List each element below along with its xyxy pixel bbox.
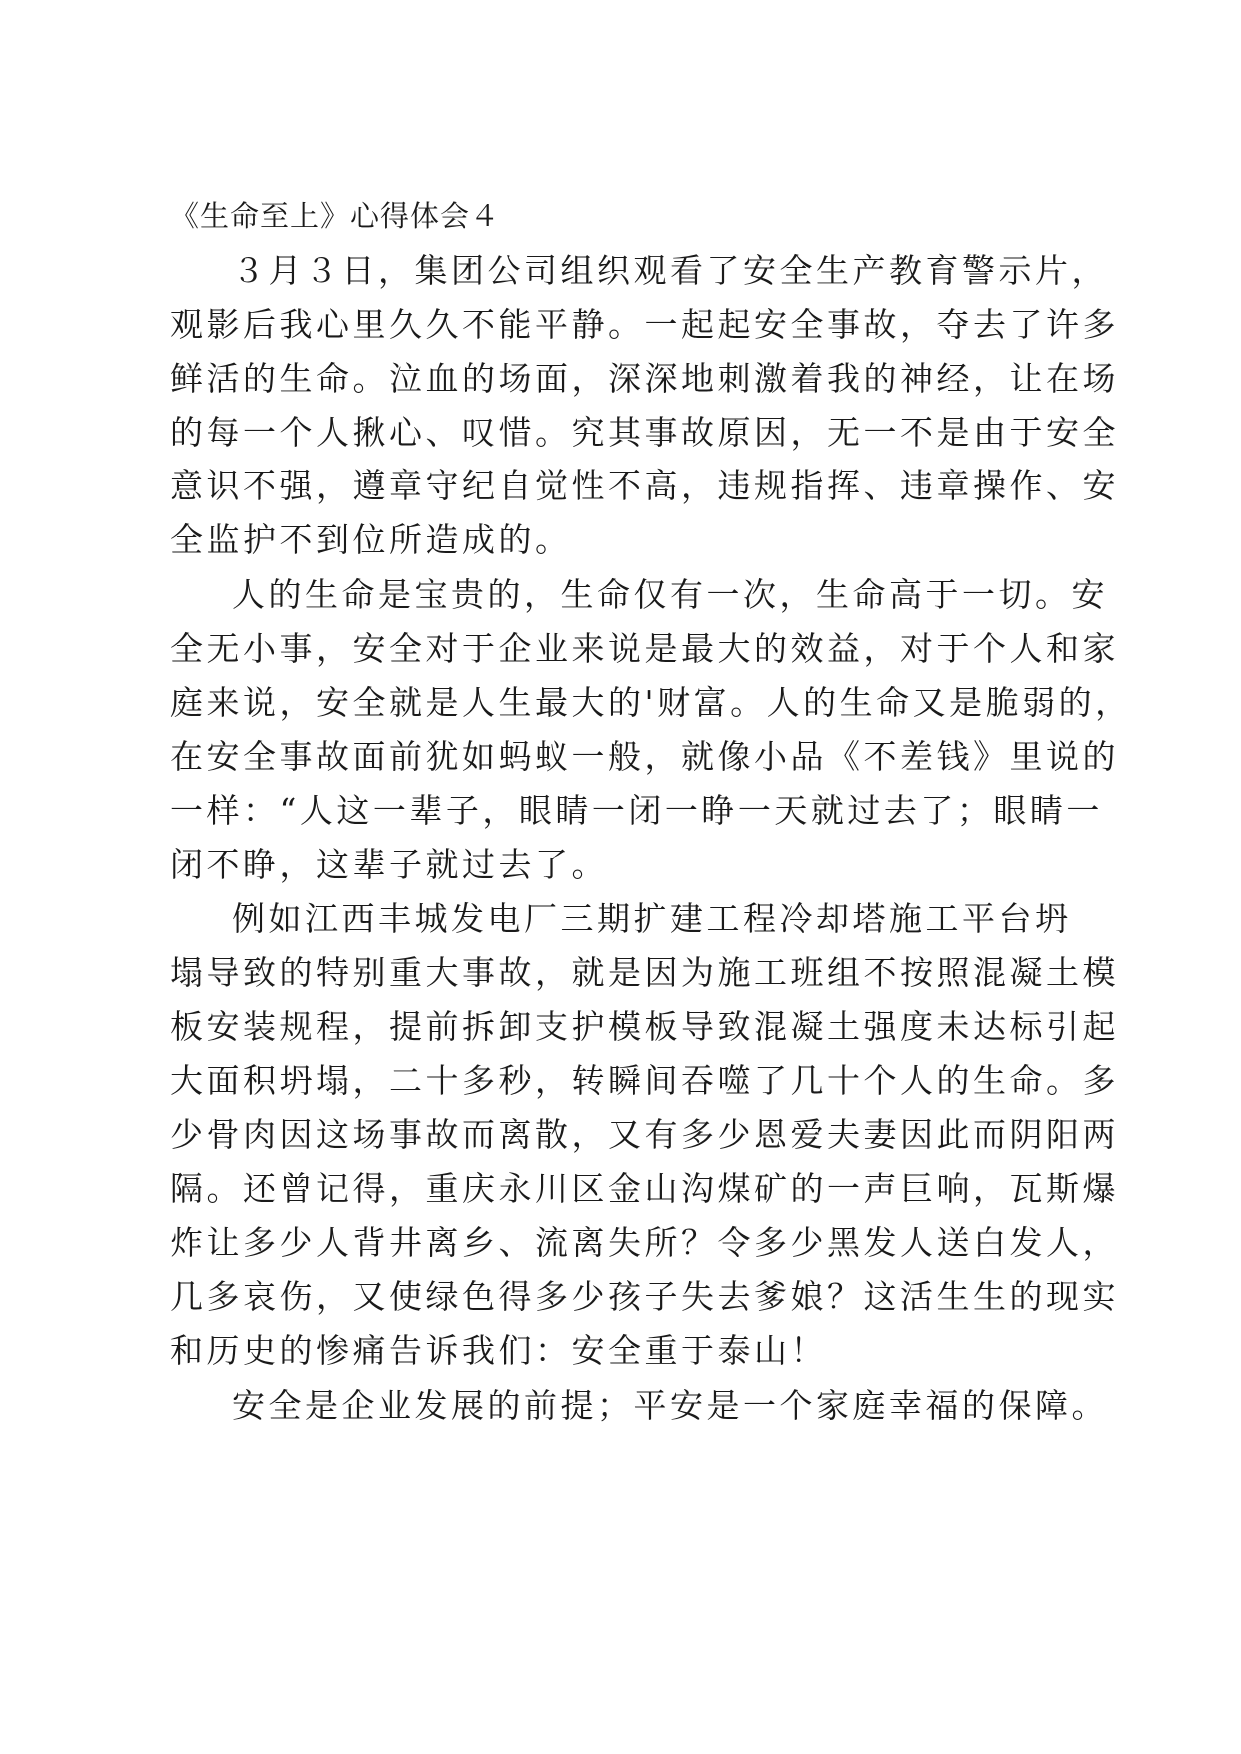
paragraph-line: 人的生命是宝贵的，生命仅有一次，生命高于一切。安	[232, 575, 1108, 614]
paragraph-line: 意识不强，遵章守纪自觉性不高，违规指挥、违章操作、安	[170, 466, 1119, 505]
paragraph-line: 隔。还曾记得，重庆永川区金山沟煤矿的一声巨响，瓦斯爆	[170, 1169, 1119, 1208]
paragraph-line: 观影后我心里久久不能平静。一起起安全事故，夺去了许多	[170, 305, 1119, 344]
paragraph-line: 闭不睁，这辈子就过去了。	[170, 845, 608, 884]
paragraph-line: 全无小事，安全对于企业来说是最大的效益，对于个人和家	[170, 629, 1119, 668]
paragraph-line: 少骨肉因这场事故而离散，又有多少恩爱夫妻因此而阴阳两	[170, 1115, 1119, 1154]
paragraph-line: 在安全事故面前犹如蚂蚁一般，就像小品《不差钱》里说的	[170, 737, 1119, 776]
paragraph-line: 大面积坍塌，二十多秒，转瞬间吞噬了几十个人的生命。多	[170, 1061, 1119, 1100]
paragraph-line: 鲜活的生命。泣血的场面，深深地刺激着我的神经，让在场	[170, 359, 1119, 398]
paragraph-line: 塌导致的特别重大事故，就是因为施工班组不按照混凝土模	[170, 953, 1119, 992]
paragraph-line: ３月３日，集团公司组织观看了安全生产教育警示片，	[232, 251, 1108, 290]
paragraph-line: 一样：“人这一辈子，眼睛一闭一睁一天就过去了；眼睛一	[170, 791, 1103, 830]
paragraph-line: 炸让多少人背井离乡、流离失所？令多少黑发人送白发人，	[170, 1223, 1119, 1262]
paragraph-line: 例如江西丰城发电厂三期扩建工程冷却塔施工平台坍	[232, 899, 1072, 938]
paragraph-line: 和历史的惨痛告诉我们：安全重于泰山！	[170, 1331, 827, 1370]
document-title: 《生命至上》心得体会４	[170, 199, 501, 233]
paragraph-line: 安全是企业发展的前提；平安是一个家庭幸福的保障。	[232, 1386, 1108, 1425]
paragraph-line: 全监护不到位所造成的。	[170, 520, 572, 559]
paragraph-line: 庭来说，安全就是人生最大的'财富。人的生命又是脆弱的，	[170, 683, 1132, 722]
paragraph-line: 板安装规程，提前拆卸支护模板导致混凝土强度未达标引起	[170, 1007, 1119, 1046]
paragraph-line: 几多哀伤，又使绿色得多少孩子失去爹娘？这活生生的现实	[170, 1277, 1119, 1316]
paragraph-line: 的每一个人揪心、叹惜。究其事故原因，无一不是由于安全	[170, 413, 1119, 452]
